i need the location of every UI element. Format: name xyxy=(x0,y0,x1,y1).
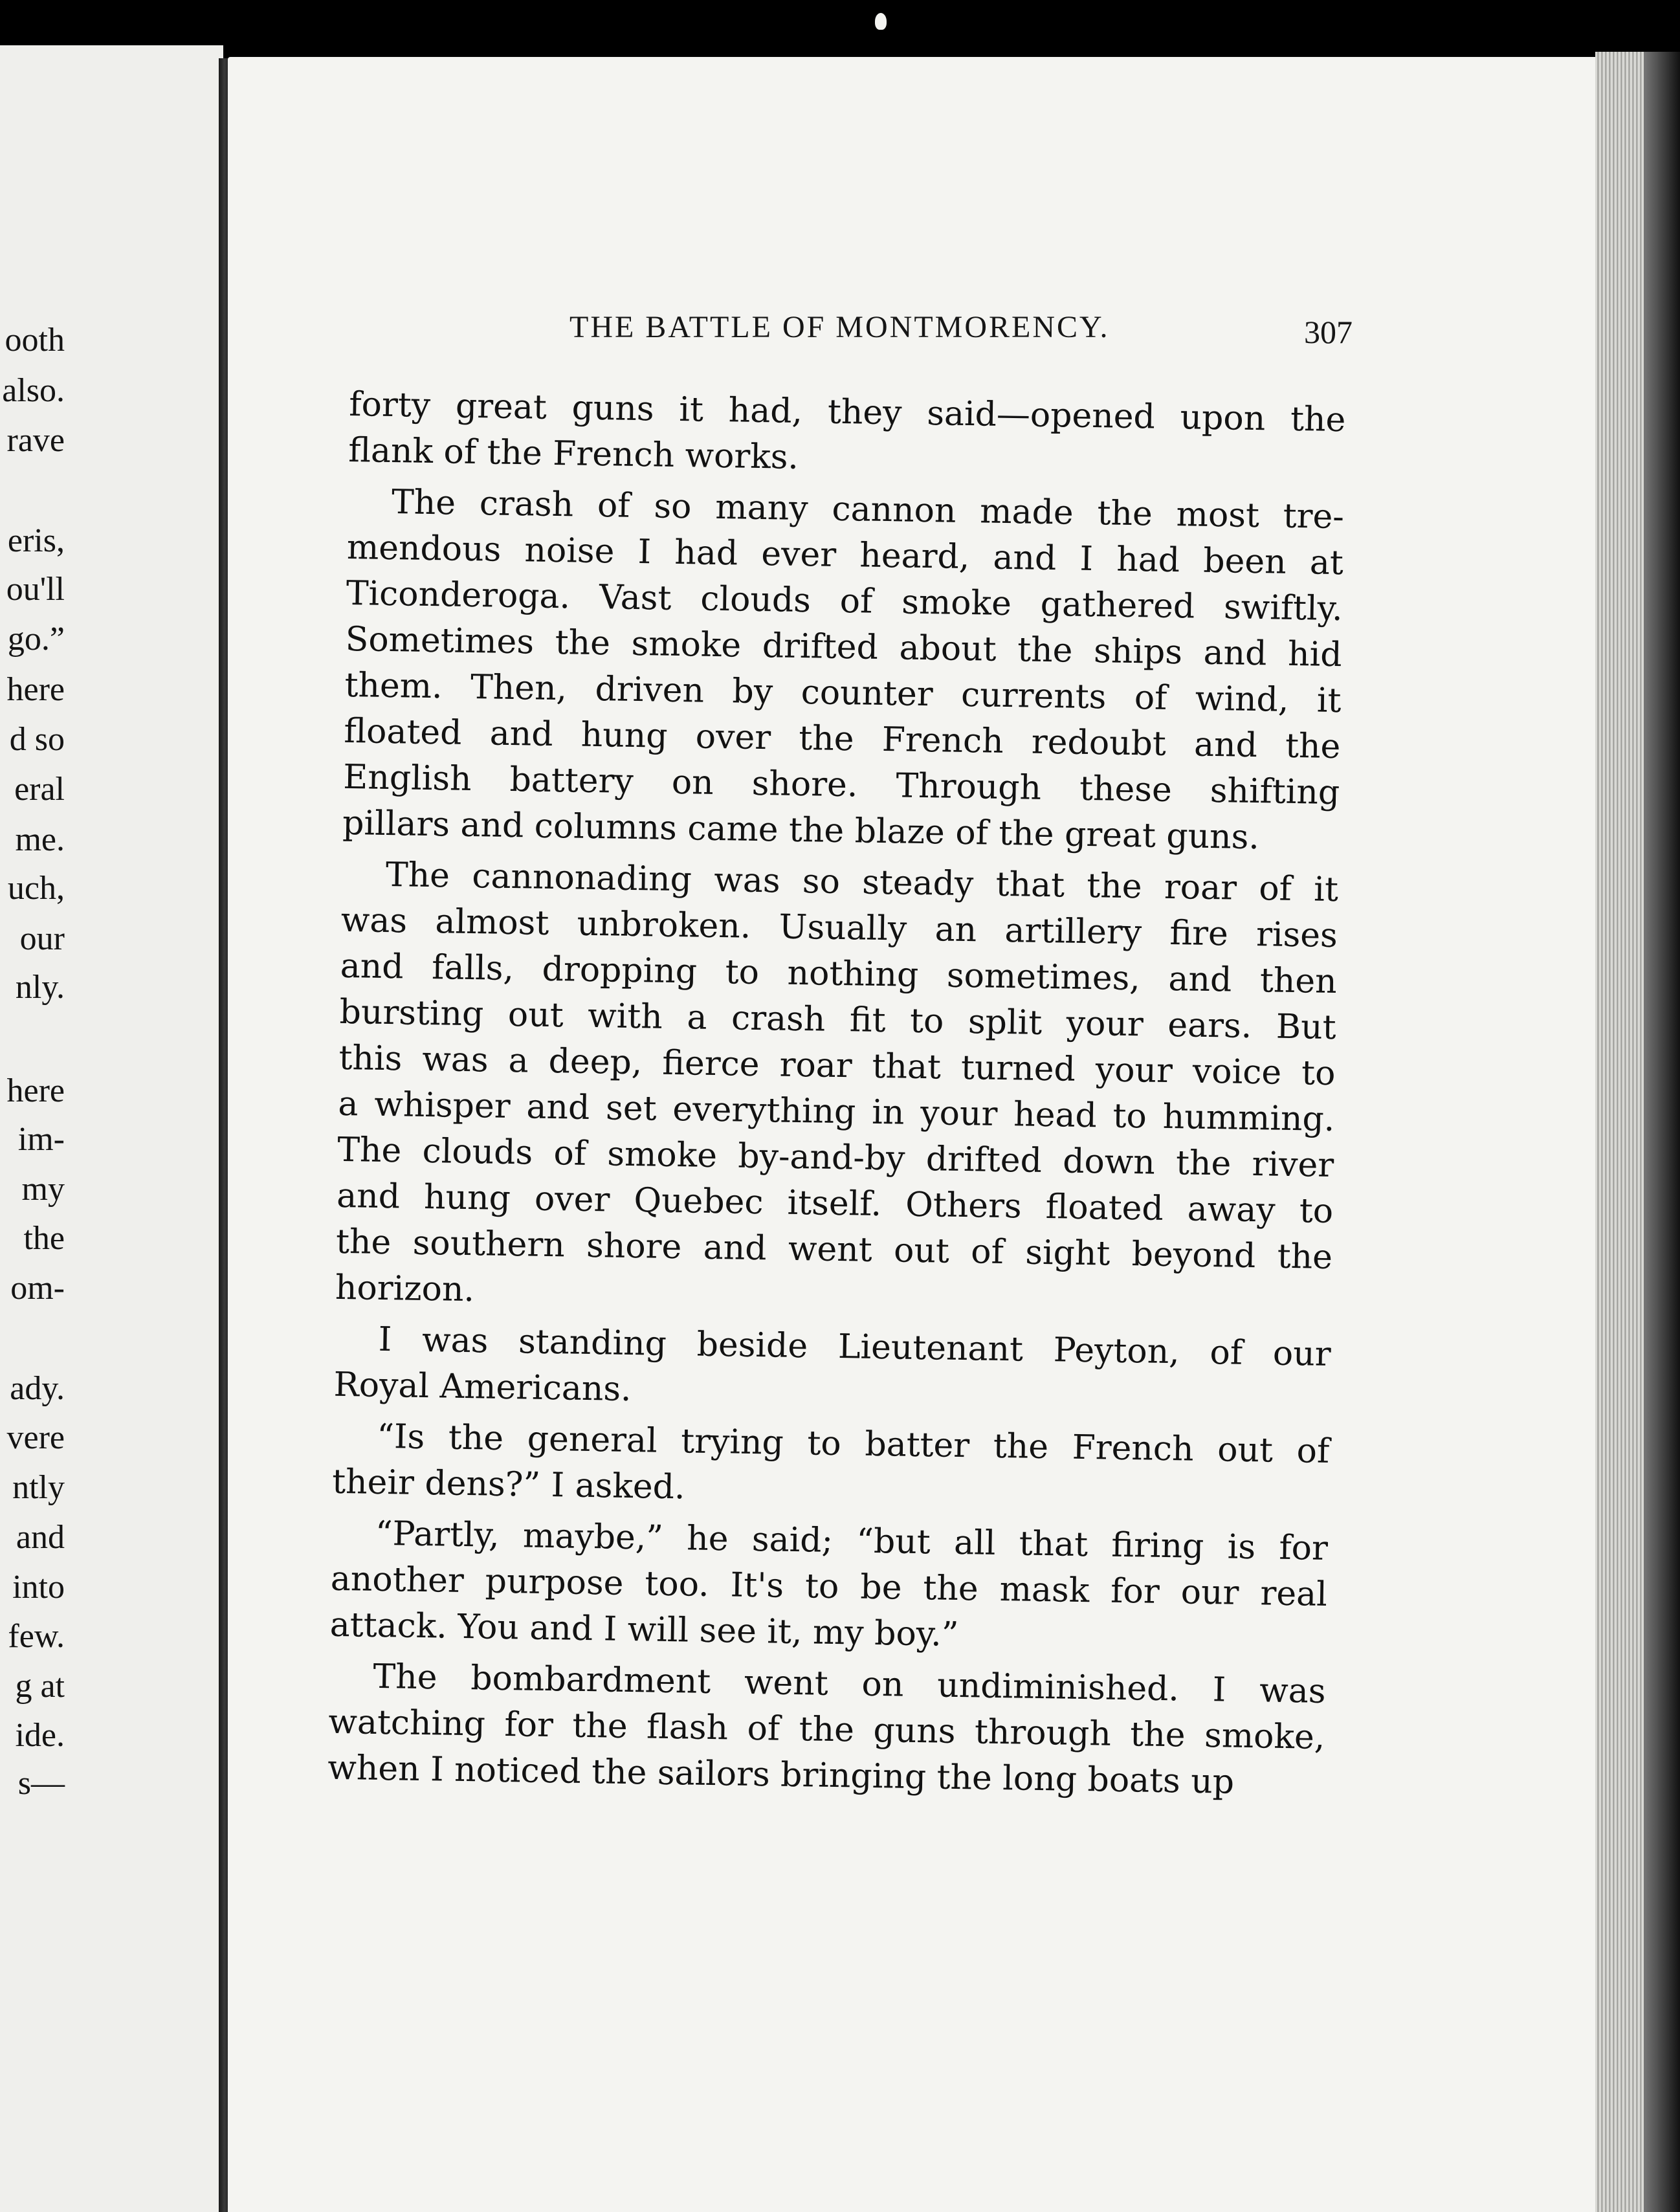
previous-page-word: im- xyxy=(17,1121,65,1158)
previous-page-word: ntly xyxy=(12,1469,65,1506)
paragraph xyxy=(342,479,1345,862)
text-line: was almost unbroken. Usually an artillery fire rises xyxy=(340,900,1338,956)
paragraph xyxy=(329,1510,1328,1664)
previous-page-word: me. xyxy=(15,821,65,858)
previous-page-text-fragments xyxy=(0,45,223,2212)
text-line: Sometimes the smoke drifted about the ships and hid xyxy=(345,619,1343,675)
paragraph xyxy=(332,1413,1330,1521)
previous-page-word: into xyxy=(12,1569,65,1606)
text-line: “Is the general trying to batter the French out of xyxy=(376,1417,1330,1471)
previous-page-word: d so xyxy=(9,721,65,758)
previous-page-word: my xyxy=(21,1171,65,1208)
text-line: and hung over Quebec itself. Others floated away to xyxy=(336,1176,1334,1232)
text-line: The bombardment went on undiminished. I was xyxy=(373,1657,1326,1711)
previous-page-word: om- xyxy=(10,1270,65,1307)
page-edge-shadow xyxy=(1644,52,1680,2212)
text-line: The clouds of smoke by-and-by drifted down the river xyxy=(337,1130,1334,1186)
previous-page-word: g at xyxy=(15,1668,65,1705)
previous-page-edge xyxy=(0,45,223,2212)
previous-page-word: here xyxy=(6,671,65,708)
text-line: forty great guns it had, they said—opened upon the xyxy=(348,384,1346,440)
text-line: the southern shore and went out of sight beyond the xyxy=(335,1222,1333,1277)
text-line: attack. You and I will see it, my boy.” xyxy=(329,1605,959,1655)
text-line: a whisper and set everything in your head to humming. xyxy=(337,1084,1335,1140)
previous-page-word: nly. xyxy=(15,969,65,1006)
text-line: them. Then, driven by counter currents of wind, it xyxy=(344,665,1342,721)
previous-page-word: our xyxy=(19,920,65,957)
text-line: watching for the flash of the guns through the smoke, xyxy=(327,1702,1325,1757)
text-line: Ticonderoga. Vast clouds of smoke gathered swiftly. xyxy=(346,573,1343,629)
text-line: bursting out with a crash fit to split your ears. But xyxy=(339,992,1336,1048)
previous-page-word: ady. xyxy=(10,1370,65,1407)
previous-page-word: also. xyxy=(2,372,65,409)
paragraph xyxy=(335,852,1338,1327)
text-line: floated and hung over the French redoubt and the xyxy=(344,711,1341,767)
paragraph xyxy=(333,1316,1331,1424)
body-text xyxy=(327,382,1346,1812)
previous-page-word: ou'll xyxy=(6,571,65,608)
text-line: this was a deep, fierce roar that turned your voice to xyxy=(338,1038,1336,1094)
previous-page-word: ooth xyxy=(5,322,65,359)
previous-page-word: and xyxy=(16,1519,65,1556)
page-header xyxy=(340,309,1353,361)
text-line: The cannonading was so steady that the roar of it xyxy=(385,855,1339,910)
text-line: horizon. xyxy=(335,1268,475,1310)
previous-page-word: eral xyxy=(14,771,65,808)
page-number: 307 xyxy=(1304,314,1353,350)
text-line: The crash of so many cannon made the most tre- xyxy=(391,483,1345,537)
text-line: “Partly, maybe,” he said; “but all that firing is for xyxy=(375,1514,1329,1568)
previous-page-word: the xyxy=(23,1220,65,1257)
text-line: mendous noise I had ever heard, and I had been at xyxy=(346,527,1344,583)
previous-page-word: go.” xyxy=(7,621,65,658)
text-line: their dens?” I asked. xyxy=(331,1462,685,1507)
previous-page-word: here xyxy=(6,1072,65,1109)
scan-speck xyxy=(875,13,887,30)
text-line: English battery on shore. Through these shifting xyxy=(342,757,1340,813)
previous-page-word: s— xyxy=(17,1765,65,1802)
text-line: I was standing beside Lieutenant Peyton, of our xyxy=(378,1320,1332,1375)
previous-page-word: few. xyxy=(8,1618,65,1655)
text-line: when I noticed the sailors bringing the long boats up xyxy=(327,1748,1235,1802)
previous-page-word: rave xyxy=(6,422,65,459)
previous-page-word: eris, xyxy=(7,522,65,559)
paragraph xyxy=(348,382,1346,489)
text-line: Royal Americans. xyxy=(333,1365,632,1410)
text-line: and falls, dropping to nothing sometimes, and then xyxy=(340,946,1338,1002)
text-line: flank of the French works. xyxy=(348,430,799,477)
text-line: another purpose too. It's to be the mask for our real xyxy=(330,1559,1328,1614)
previous-page-word: ide. xyxy=(15,1717,65,1754)
previous-page-word: vere xyxy=(6,1419,65,1456)
previous-page-word: uch, xyxy=(7,870,65,907)
running-head: THE BATTLE OF MONTMORENCY. xyxy=(569,310,1110,344)
paragraph xyxy=(327,1653,1326,1807)
text-line: pillars and columns came the blaze of the great guns. xyxy=(342,803,1260,857)
